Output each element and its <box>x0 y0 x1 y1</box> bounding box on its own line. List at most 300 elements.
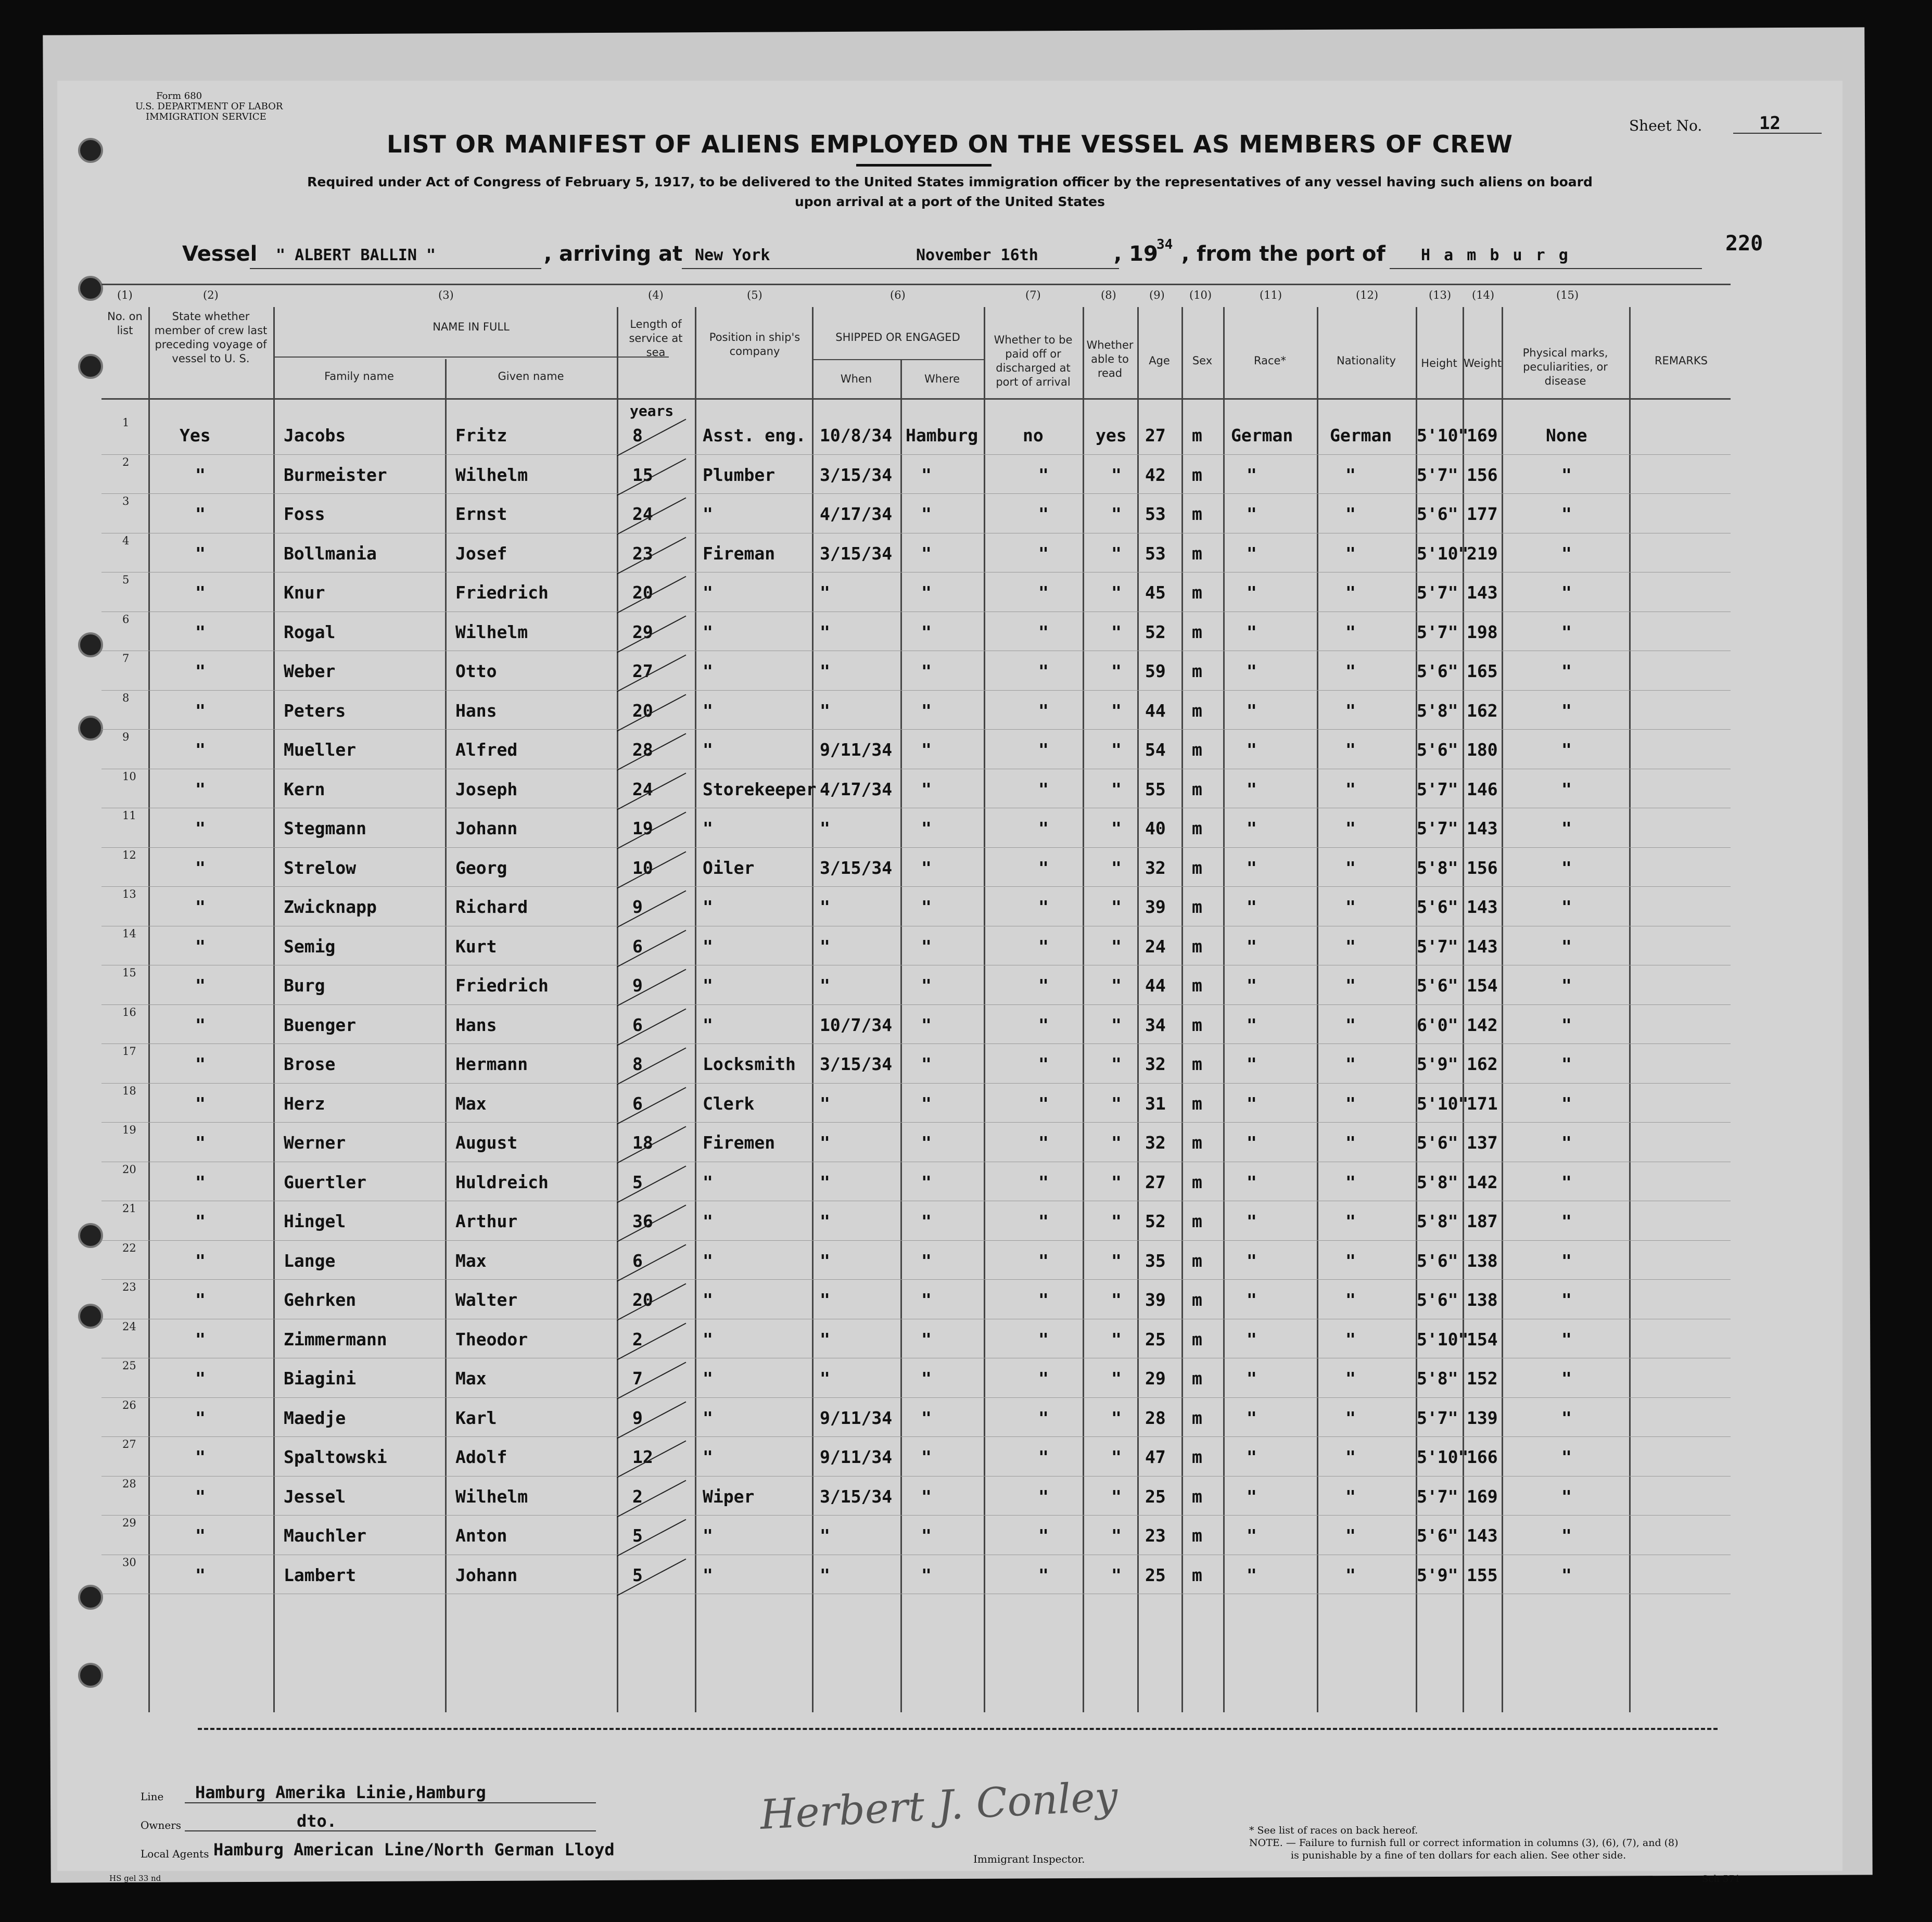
punch-hole <box>78 1585 103 1610</box>
cell-physical-marks: " <box>1561 543 1572 564</box>
cell-given-name: Richard <box>455 897 528 917</box>
cell-given-name: Theodor <box>455 1329 528 1350</box>
cell-able-to-read: yes <box>1096 425 1127 446</box>
cell-service-years: 24 <box>632 779 653 799</box>
cell-position: " <box>703 582 713 603</box>
cell-sex: m <box>1192 1564 1202 1585</box>
cell-age: 31 <box>1145 1093 1166 1114</box>
service-check-slash <box>617 458 686 495</box>
cell-paid-off: " <box>1038 818 1049 838</box>
cell-shipped-where: " <box>921 1564 932 1585</box>
cell-race: " <box>1247 504 1257 524</box>
service-check-slash <box>617 1480 686 1517</box>
cell-able-to-read: " <box>1111 1211 1122 1231</box>
cell-age: 44 <box>1145 975 1166 996</box>
col-num: (13) <box>1429 289 1452 301</box>
cell-paid-off: " <box>1038 1368 1049 1389</box>
header-family-name: Family name <box>324 370 394 383</box>
cell-paid-off: " <box>1038 1290 1049 1310</box>
cell-race: " <box>1247 897 1257 917</box>
cell-nationality: " <box>1345 1407 1356 1428</box>
years-note: years <box>630 402 674 419</box>
cell-physical-marks: " <box>1561 1093 1572 1114</box>
cell-height: 5'9" <box>1417 1564 1458 1585</box>
cell-nationality: " <box>1345 1250 1356 1271</box>
cell-prev-voyage: " <box>195 504 206 524</box>
service-check-slash <box>617 1126 686 1164</box>
cell-weight: 143 <box>1467 818 1498 838</box>
col-divider <box>1502 307 1503 1712</box>
cell-sex: m <box>1192 1250 1202 1271</box>
cell-service-years: 5 <box>632 1564 643 1585</box>
owners-label: Owners <box>141 1819 182 1831</box>
cell-able-to-read: " <box>1111 857 1122 878</box>
cell-shipped-where: " <box>921 1329 932 1350</box>
cell-position: " <box>703 936 713 957</box>
from-port-label: , from the port of <box>1181 242 1386 266</box>
cell-age: 52 <box>1145 621 1166 642</box>
cell-race: " <box>1247 857 1257 878</box>
cell-race: " <box>1247 975 1257 996</box>
cell-age: 44 <box>1145 700 1166 721</box>
service-check-slash <box>617 1362 686 1399</box>
cell-age: 42 <box>1145 464 1166 485</box>
row-number: 17 <box>122 1045 136 1058</box>
cell-shipped-when: 10/8/34 <box>820 425 893 446</box>
cell-given-name: Max <box>455 1368 487 1389</box>
vessel-name: " ALBERT BALLIN " <box>276 246 436 264</box>
cell-shipped-where: " <box>921 661 932 681</box>
cell-able-to-read: " <box>1111 1172 1122 1192</box>
cell-shipped-when: " <box>820 1093 830 1114</box>
cell-race: " <box>1247 1329 1257 1350</box>
cell-physical-marks: " <box>1561 897 1572 917</box>
sheet-number: 12 <box>1759 113 1781 134</box>
line-value: Hamburg Amerika Linie,Hamburg <box>195 1783 486 1802</box>
table-header-rule <box>101 398 1731 400</box>
cell-able-to-read: " <box>1111 1290 1122 1310</box>
cell-height: 6'0" <box>1417 1014 1458 1035</box>
col-num: (9) <box>1149 289 1165 301</box>
cell-family-name: Zwicknapp <box>284 897 377 917</box>
cell-height: 5'6" <box>1417 661 1458 681</box>
cell-physical-marks: " <box>1561 818 1572 838</box>
row-number: 22 <box>122 1241 136 1254</box>
cell-height: 5'6" <box>1417 975 1458 996</box>
cell-age: 32 <box>1145 1132 1166 1153</box>
footnote-note: NOTE. — Failure to furnish full or correct information in columns (3), (6), (7), and (8) <box>1249 1837 1679 1849</box>
cell-physical-marks: " <box>1561 1290 1572 1310</box>
arrival-date: November 16th <box>916 246 1038 264</box>
cell-weight: 169 <box>1467 1486 1498 1507</box>
service-check-slash <box>617 851 686 888</box>
owners-blank <box>185 1830 596 1831</box>
cell-nationality: " <box>1345 857 1356 878</box>
col-divider <box>984 307 985 1712</box>
cell-shipped-when: 9/11/34 <box>820 1447 893 1467</box>
service-check-slash <box>617 694 686 731</box>
cell-shipped-when: " <box>820 1211 830 1231</box>
cell-weight: 162 <box>1467 700 1498 721</box>
from-port-blank <box>1390 268 1702 269</box>
cell-given-name: Kurt <box>455 936 497 957</box>
cell-height: 5'10" <box>1417 425 1469 446</box>
cell-weight: 165 <box>1467 661 1498 681</box>
cell-paid-off: " <box>1038 936 1049 957</box>
cell-able-to-read: " <box>1111 779 1122 799</box>
service-check-slash <box>617 419 686 456</box>
department-name: U.S. DEPARTMENT OF LABOR <box>135 101 283 112</box>
owners-value: dto. <box>297 1811 337 1831</box>
header-remarks: REMARKS <box>1654 354 1708 367</box>
service-check-slash <box>617 1322 686 1360</box>
cell-paid-off: " <box>1038 661 1049 681</box>
footnote-fine: is punishable by a fine of ten dollars for each alien. See other side. <box>1291 1850 1626 1861</box>
row-rule <box>101 1515 1731 1516</box>
cell-weight: 139 <box>1467 1407 1498 1428</box>
cell-age: 40 <box>1145 818 1166 838</box>
cell-position: " <box>703 1447 713 1467</box>
cell-prev-voyage: " <box>195 1525 206 1546</box>
cell-prev-voyage: " <box>195 936 206 957</box>
cell-able-to-read: " <box>1111 543 1122 564</box>
row-number: 4 <box>122 534 130 547</box>
cell-given-name: Wilhelm <box>455 464 528 485</box>
cell-race: " <box>1247 740 1257 760</box>
cell-physical-marks: " <box>1561 1368 1572 1389</box>
cell-family-name: Biagini <box>284 1368 357 1389</box>
header-position: Position in ship's company <box>709 331 800 358</box>
cell-service-years: 2 <box>632 1329 643 1350</box>
cell-race: " <box>1247 700 1257 721</box>
header-race: Race* <box>1254 354 1286 367</box>
cell-given-name: Walter <box>455 1290 518 1310</box>
line-blank <box>185 1802 596 1803</box>
page-title: LIST OR MANIFEST OF ALIENS EMPLOYED ON THE VESSEL AS MEMBERS OF CREW <box>386 130 1513 158</box>
row-number: 29 <box>122 1517 136 1529</box>
cell-physical-marks: " <box>1561 700 1572 721</box>
cell-height: 5'8" <box>1417 1368 1458 1389</box>
cell-position: Fireman <box>703 543 776 564</box>
cell-given-name: Hans <box>455 1014 497 1035</box>
cell-nationality: " <box>1345 1525 1356 1546</box>
cell-shipped-when: 3/15/34 <box>820 857 893 878</box>
cell-nationality: " <box>1345 543 1356 564</box>
col-divider <box>1083 307 1084 1712</box>
cell-nationality: " <box>1345 936 1356 957</box>
header-length-service: Length of service at sea <box>629 318 683 359</box>
cell-prev-voyage: " <box>195 740 206 760</box>
cell-shipped-when: " <box>820 1329 830 1350</box>
cell-paid-off: " <box>1038 621 1049 642</box>
service-check-slash <box>617 537 686 574</box>
sheet-number-blank <box>1733 133 1822 134</box>
cell-age: 54 <box>1145 740 1166 760</box>
cell-prev-voyage: " <box>195 582 206 603</box>
cell-shipped-when: " <box>820 582 830 603</box>
cell-sex: m <box>1192 1172 1202 1192</box>
cell-physical-marks: " <box>1561 1564 1572 1585</box>
cell-shipped-where: " <box>921 1525 932 1546</box>
row-rule <box>101 1279 1731 1280</box>
cell-given-name: Joseph <box>455 779 518 799</box>
cell-service-years: 2 <box>632 1486 643 1507</box>
cell-service-years: 36 <box>632 1211 653 1231</box>
cell-age: 52 <box>1145 1211 1166 1231</box>
cell-service-years: 27 <box>632 661 653 681</box>
cell-sex: m <box>1192 1054 1202 1074</box>
cell-physical-marks: " <box>1561 1447 1572 1467</box>
cell-weight: 156 <box>1467 857 1498 878</box>
cell-paid-off: no <box>1023 425 1044 446</box>
row-number: 18 <box>122 1084 136 1097</box>
cell-paid-off: " <box>1038 857 1049 878</box>
cell-sex: m <box>1192 504 1202 524</box>
cell-race: " <box>1247 1368 1257 1389</box>
cell-age: 24 <box>1145 936 1166 957</box>
cell-position: " <box>703 1250 713 1271</box>
subtitle-line-1: Required under Act of Congress of February 5, 1917, to be delivered to the United States immigration officer by the representatives of any vessel having such aliens on board <box>307 174 1593 189</box>
col-num: (8) <box>1101 289 1116 301</box>
cell-shipped-where: " <box>921 1211 932 1231</box>
cell-paid-off: " <box>1038 464 1049 485</box>
cell-sex: m <box>1192 740 1202 760</box>
cell-nationality: " <box>1345 1054 1356 1074</box>
cell-race: " <box>1247 779 1257 799</box>
cell-given-name: Fritz <box>455 425 507 446</box>
col-num: (5) <box>747 289 762 301</box>
cell-sex: m <box>1192 1368 1202 1389</box>
cell-shipped-where: " <box>921 740 932 760</box>
cell-race: " <box>1247 1211 1257 1231</box>
cell-shipped-when: " <box>820 1368 830 1389</box>
cell-position: " <box>703 504 713 524</box>
cell-shipped-where: " <box>921 1407 932 1428</box>
cell-position: " <box>703 975 713 996</box>
cell-able-to-read: " <box>1111 1368 1122 1389</box>
cell-paid-off: " <box>1038 1486 1049 1507</box>
cell-shipped-where: " <box>921 621 932 642</box>
cell-paid-off: " <box>1038 1564 1049 1585</box>
cell-shipped-when: 3/15/34 <box>820 464 893 485</box>
cell-weight: 137 <box>1467 1132 1498 1153</box>
cell-age: 45 <box>1145 582 1166 603</box>
service-check-slash <box>617 1008 686 1046</box>
service-check-slash <box>617 930 686 967</box>
cell-shipped-when: " <box>820 621 830 642</box>
cell-service-years: 20 <box>632 700 653 721</box>
cell-able-to-read: " <box>1111 1447 1122 1467</box>
cell-shipped-when: " <box>820 1132 830 1153</box>
col-num: (2) <box>203 289 219 301</box>
cell-height: 5'6" <box>1417 1250 1458 1271</box>
col-divider <box>445 359 447 1712</box>
col-divider <box>812 307 814 1712</box>
header-no-on-list: No. on list <box>107 310 143 337</box>
cell-able-to-read: " <box>1111 1486 1122 1507</box>
cell-physical-marks: " <box>1561 1014 1572 1035</box>
cell-weight: 152 <box>1467 1368 1498 1389</box>
cell-shipped-where: " <box>921 1054 932 1074</box>
sheet-label: Sheet No. <box>1629 117 1702 134</box>
cell-weight: 142 <box>1467 1014 1498 1035</box>
cell-prev-voyage: " <box>195 897 206 917</box>
header-given-name: Given name <box>498 370 564 383</box>
row-number: 10 <box>122 770 136 783</box>
cell-weight: 180 <box>1467 740 1498 760</box>
cell-given-name: Otto <box>455 661 497 681</box>
cell-shipped-when: " <box>820 661 830 681</box>
cell-family-name: Jessel <box>284 1486 346 1507</box>
cell-physical-marks: " <box>1561 1054 1572 1074</box>
cell-position: " <box>703 740 713 760</box>
cell-able-to-read: " <box>1111 1407 1122 1428</box>
cell-shipped-where: " <box>921 1486 932 1507</box>
punch-hole <box>78 1223 103 1248</box>
cell-age: 35 <box>1145 1250 1166 1271</box>
cell-paid-off: " <box>1038 504 1049 524</box>
cell-race: " <box>1247 1250 1257 1271</box>
cell-family-name: Brose <box>284 1054 336 1074</box>
cell-physical-marks: " <box>1561 740 1572 760</box>
cell-able-to-read: " <box>1111 975 1122 996</box>
cell-paid-off: " <box>1038 1329 1049 1350</box>
punch-hole <box>78 276 103 301</box>
cell-able-to-read: " <box>1111 1525 1122 1546</box>
cell-service-years: 20 <box>632 582 653 603</box>
cell-age: 53 <box>1145 504 1166 524</box>
cell-sex: m <box>1192 1486 1202 1507</box>
cell-physical-marks: " <box>1561 1132 1572 1153</box>
cell-shipped-where: " <box>921 1447 932 1467</box>
cell-paid-off: " <box>1038 1525 1049 1546</box>
cell-nationality: " <box>1345 740 1356 760</box>
cell-service-years: 9 <box>632 1407 643 1428</box>
cell-paid-off: " <box>1038 1211 1049 1231</box>
cell-physical-marks: " <box>1561 1250 1572 1271</box>
col-divider <box>900 359 902 1712</box>
cell-position: Asst. eng. <box>703 425 806 446</box>
cell-family-name: Werner <box>284 1132 346 1153</box>
cell-race: " <box>1247 582 1257 603</box>
header-physical-marks: Physical marks, peculiarities, or disease <box>1522 347 1608 387</box>
cell-height: 5'7" <box>1417 464 1458 485</box>
col-num: (15) <box>1556 289 1579 301</box>
cell-weight: 143 <box>1467 582 1498 603</box>
cell-nationality: " <box>1345 1368 1356 1389</box>
cell-shipped-when: 4/17/34 <box>820 779 893 799</box>
cell-shipped-where: " <box>921 1250 932 1271</box>
cell-sex: m <box>1192 661 1202 681</box>
col-num: (6) <box>890 289 906 301</box>
cell-prev-voyage: " <box>195 1486 206 1507</box>
row-number: 21 <box>122 1202 136 1215</box>
cell-given-name: Friedrich <box>455 582 549 603</box>
cell-age: 55 <box>1145 779 1166 799</box>
cell-physical-marks: " <box>1561 621 1572 642</box>
cell-family-name: Knur <box>284 582 325 603</box>
service-check-slash <box>617 498 686 535</box>
cell-family-name: Gehrken <box>284 1290 357 1310</box>
punch-hole <box>78 1304 103 1329</box>
cell-race: " <box>1247 1014 1257 1035</box>
cell-family-name: Lambert <box>284 1564 357 1585</box>
cell-able-to-read: " <box>1111 1132 1122 1153</box>
cell-shipped-where: " <box>921 857 932 878</box>
service-check-slash <box>617 1048 686 1085</box>
cell-age: 53 <box>1145 543 1166 564</box>
cell-height: 5'6" <box>1417 740 1458 760</box>
service-check-slash <box>617 812 686 849</box>
cell-service-years: 19 <box>632 818 653 838</box>
cell-nationality: " <box>1345 897 1356 917</box>
service-check-slash <box>617 655 686 692</box>
service-check-slash <box>617 1558 686 1596</box>
cell-family-name: Mauchler <box>284 1525 366 1546</box>
cell-height: 5'10" <box>1417 1447 1469 1467</box>
row-rule <box>101 1122 1731 1123</box>
cell-sex: m <box>1192 1132 1202 1153</box>
cell-physical-marks: " <box>1561 1525 1572 1546</box>
row-number: 3 <box>122 495 130 507</box>
cell-position: " <box>703 1525 713 1546</box>
cell-position: " <box>703 1290 713 1310</box>
cell-sex: m <box>1192 700 1202 721</box>
cell-weight: 198 <box>1467 621 1498 642</box>
cell-prev-voyage: " <box>195 1172 206 1192</box>
cell-given-name: Max <box>455 1093 487 1114</box>
cell-nationality: " <box>1345 504 1356 524</box>
cell-age: 39 <box>1145 1290 1166 1310</box>
cell-physical-marks: " <box>1561 1407 1572 1428</box>
header-prev-voyage: State whether member of crew last preceding voyage of vessel to U. S. <box>154 310 268 365</box>
cell-height: 5'7" <box>1417 621 1458 642</box>
cell-service-years: 15 <box>632 464 653 485</box>
service-check-slash <box>617 1205 686 1242</box>
cell-sex: m <box>1192 857 1202 878</box>
cell-weight: 138 <box>1467 1250 1498 1271</box>
cell-position: " <box>703 818 713 838</box>
cell-shipped-when: 4/17/34 <box>820 504 893 524</box>
service-check-slash <box>617 1401 686 1439</box>
cell-shipped-where: " <box>921 818 932 838</box>
cell-family-name: Guertler <box>284 1172 366 1192</box>
cell-sex: m <box>1192 1447 1202 1467</box>
cell-given-name: Arthur <box>455 1211 518 1231</box>
cell-sex: m <box>1192 464 1202 485</box>
year-suffix: 34 <box>1156 237 1173 252</box>
cell-race: " <box>1247 1054 1257 1074</box>
cell-family-name: Zimmermann <box>284 1329 387 1350</box>
cell-height: 5'7" <box>1417 818 1458 838</box>
service-name: IMMIGRATION SERVICE <box>146 111 266 122</box>
inspector-label: Immigrant Inspector. <box>973 1853 1085 1865</box>
cell-nationality: " <box>1345 975 1356 996</box>
row-rule <box>101 493 1731 494</box>
cell-race: " <box>1247 543 1257 564</box>
cell-paid-off: " <box>1038 1132 1049 1153</box>
cell-family-name: Mueller <box>284 740 357 760</box>
punch-hole <box>78 632 103 657</box>
cell-prev-voyage: " <box>195 661 206 681</box>
cell-able-to-read: " <box>1111 1329 1122 1350</box>
cell-shipped-when: 3/15/34 <box>820 543 893 564</box>
cell-race: " <box>1247 1525 1257 1546</box>
header-when: When <box>840 373 872 385</box>
cell-given-name: Josef <box>455 543 507 564</box>
cell-height: 5'6" <box>1417 1290 1458 1310</box>
cell-able-to-read: " <box>1111 464 1122 485</box>
